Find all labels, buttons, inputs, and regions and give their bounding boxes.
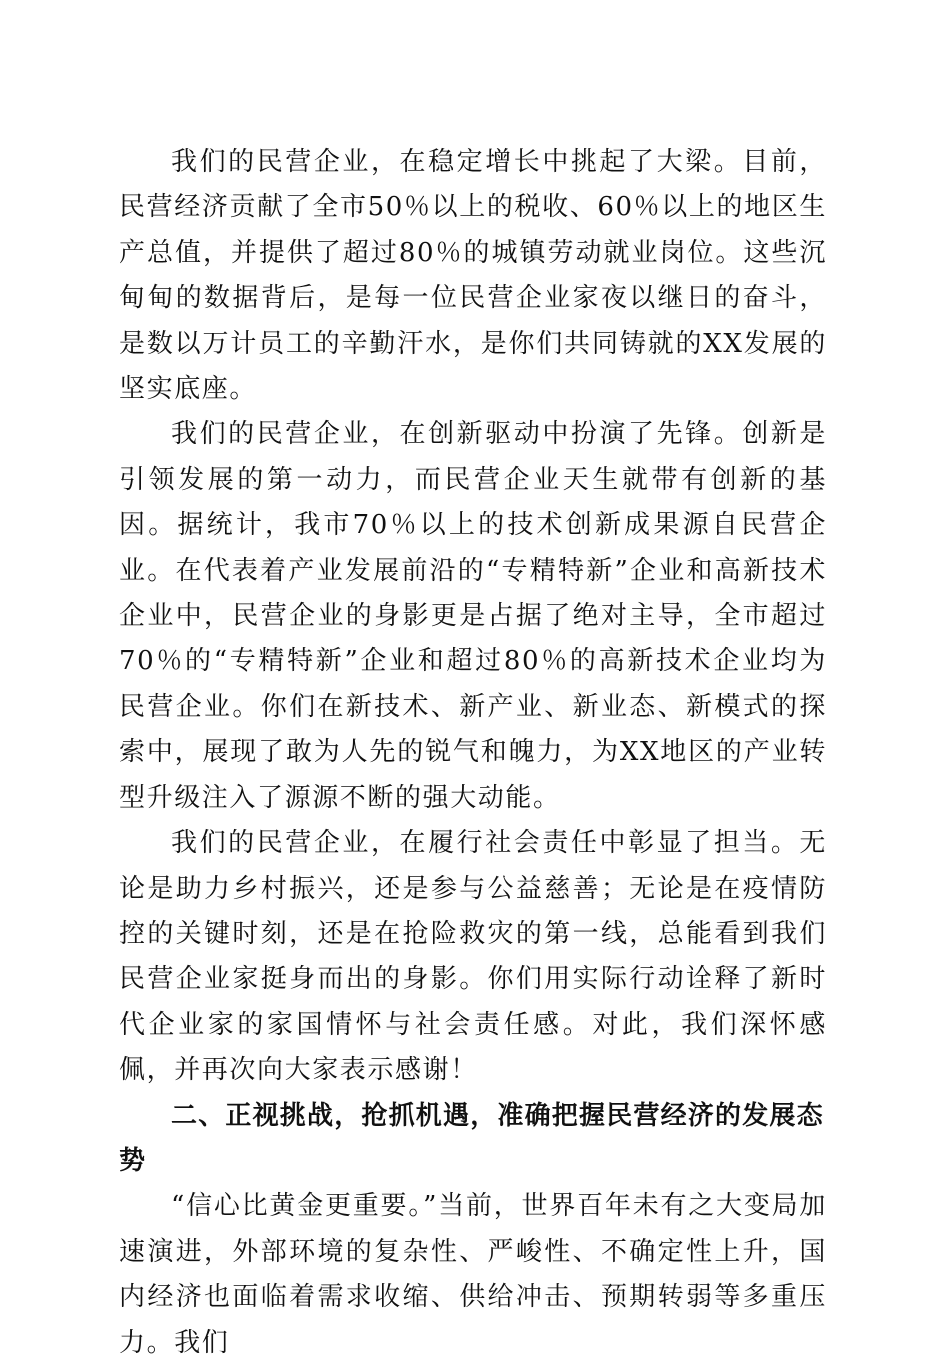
paragraph-private-growth: 我们的民营企业，在稳定增长中挑起了大梁。目前，民营经济贡献了全市50％以上的税收、60％以上的地区生产总值，并提供了超过80％的城镇劳动就业岗位。这些沉甸甸的数据背后，是每一位民营企业家夜以继日的奋斗，是数以万计员工的辛勤汗水，是你们共同铸就的XX发展的坚实底座。 [119,147,827,405]
paragraph-social-responsibility: 我们的民营企业，在履行社会责任中彰显了担当。无论是助力乡村振兴，还是参与公益慈善；无论是在疫情防控的关键时刻，还是在抢险救灾的第一线，总能看到我们民营企业家挺身而出的身影。你们用实际行动诠释了新时代企业家的家国情怀与社会责任感。对此，我们深怀感佩，并再次向大家表示感谢！ [119,828,827,1086]
paragraph-private-innovation: 我们的民营企业，在创新驱动中扮演了先锋。创新是引领发展的第一动力，而民营企业天生就带有创新的基因。据统计，我市70％以上的技术创新成果源自民营企业。在代表着产业发展前沿的“专精特新”企业和高新技术企业中，民营企业的身影更是占据了绝对主导，全市超过70％的“专精特新”企业和超过80％的高新技术企业均为民营企业。你们在新技术、新产业、新业态、新模式的探索中，展现了敢为人先的锐气和魄力，为XX地区的产业转型升级注入了源源不断的强大动能。 [119,419,827,813]
document-body [119,140,827,1366]
section-heading-2: 二、正视挑战，抢抓机遇，准确把握民营经济的发展态势 [119,1100,824,1176]
paragraph-confidence: “信心比黄金更重要。”当前，世界百年未有之大变局加速演进，外部环境的复杂性、严峻性、不确定性上升，国内经济也面临着需求收缩、供给冲击、预期转弱等多重压力。我们 [119,1191,827,1358]
